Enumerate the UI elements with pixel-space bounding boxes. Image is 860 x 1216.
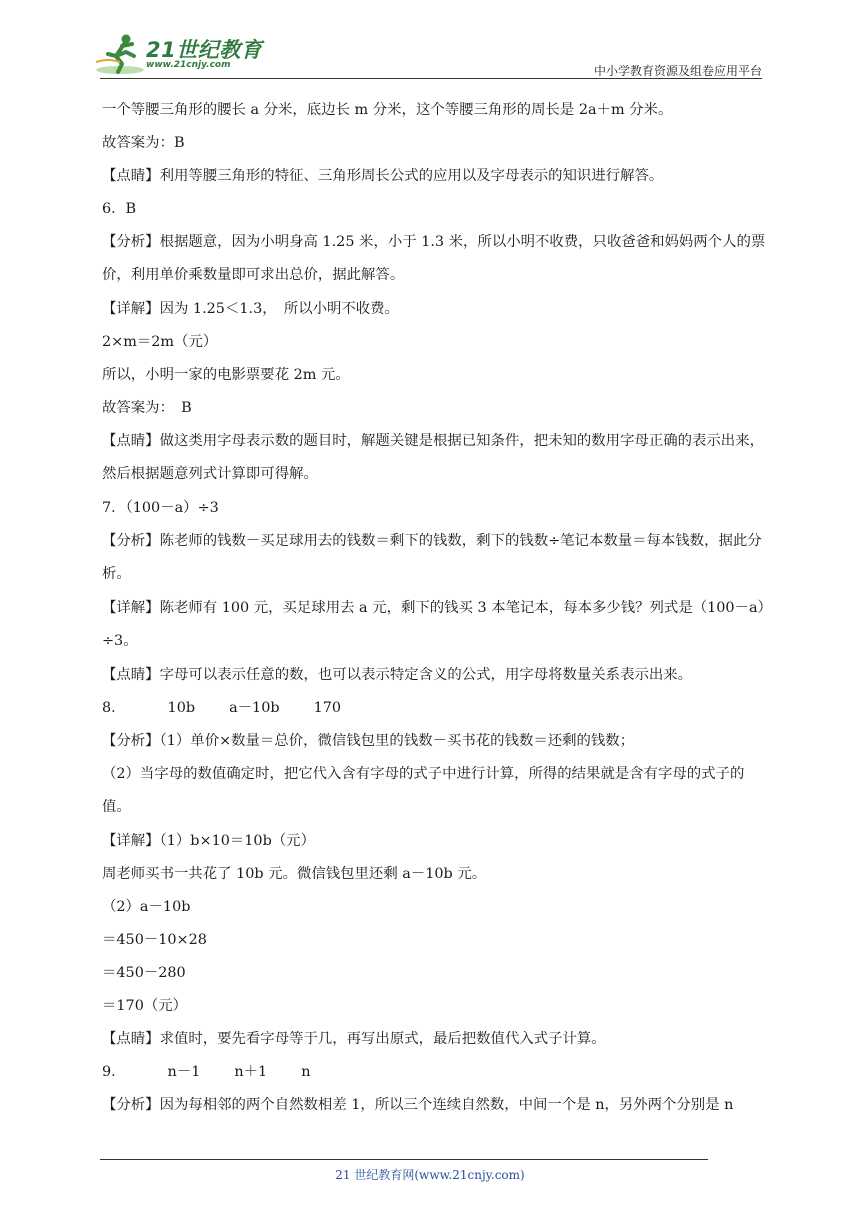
text-paragraph: 【分析】根据题意，因为小明身高 1.25 米，小于 1.3 米，所以小明不收费，只收爸爸和妈妈两个人的票价，利用单价乘数量即可求出总价，据此解答。 [102, 234, 766, 283]
header-divider [100, 78, 762, 79]
logo-url: www.21cnjy.com [146, 60, 231, 70]
text-line: 【分析】因为每相邻的两个自然数相差 1，所以三个连续自然数，中间一个是 n，另外两个分别是 n [102, 1097, 734, 1113]
question-9-answers [102, 1062, 766, 1082]
text-line: 周老师买书一共花了 10b 元。微信钱包里还剩 a－10b 元。 [102, 866, 487, 882]
platform-title: 中小学教育资源及组卷应用平台 [593, 64, 762, 78]
text-line: 一个等腰三角形的腰长 a 分米，底边长 m 分米，这个等腰三角形的周长是 2a＋m 分米。 [102, 102, 673, 118]
answer-value: n [301, 1064, 311, 1080]
question-number: 7．（100－a）÷3 [102, 500, 219, 516]
question-number: 8． [102, 700, 126, 716]
question-number: 9． [102, 1064, 126, 1080]
answer-value: a－10b [229, 700, 280, 716]
text-line: 【详解】因为 1.25＜1.3， 所以小明不收费。 [102, 301, 399, 317]
text-line: 2×m＝2m（元） [102, 334, 218, 350]
page-footer: 21 世纪教育网(www.21cnjy.com) [335, 1168, 525, 1182]
answer-value: n－1 [167, 1064, 201, 1080]
runner-logo-icon [94, 32, 146, 76]
page-header [0, 0, 860, 82]
text-line: 所以，小明一家的电影票要花 2m 元。 [102, 367, 350, 383]
text-paragraph: 【点睛】做这类用字母表示数的题目时，解题关键是根据已知条件，把未知的数用字母正确的表示出来，然后根据题意列式计算即可得解。 [102, 433, 764, 482]
footer-divider [100, 1159, 708, 1160]
text-line: 【点睛】求值时，要先看字母等于几，再写出原式，最后把数值代入式子计算。 [102, 1031, 606, 1047]
question-8-answers [102, 698, 766, 718]
text-line: ＝170（元） [102, 998, 188, 1014]
text-line: 故答案为： B [102, 400, 192, 416]
question-number: 6．B [102, 201, 137, 217]
text-line: 【分析】（1）单价×数量＝总价，微信钱包里的钱数－买书花的钱数＝还剩的钱数； [102, 733, 635, 749]
text-line: （2）a－10b [102, 899, 191, 915]
answer-value: 10b [167, 700, 196, 716]
text-line: 【点睛】字母可以表示任意的数，也可以表示特定含义的公式，用字母将数量关系表示出来。 [102, 667, 693, 683]
logo-text: 21世纪教育 [146, 38, 263, 62]
document-body [102, 100, 766, 1115]
answer-value: n＋1 [234, 1064, 268, 1080]
text-line: 【点睛】利用等腰三角形的特征、三角形周长公式的应用以及字母表示的知识进行解答。 [102, 168, 664, 184]
text-line: ＝450－280 [102, 965, 186, 981]
text-line: 故答案为：B [102, 135, 185, 151]
text-line: 【详解】（1）b×10＝10b（元） [102, 833, 315, 849]
answer-value: 170 [313, 700, 342, 716]
logo [94, 32, 264, 78]
text-line: ＝450－10×28 [102, 932, 207, 948]
text-paragraph: 【详解】陈老师有 100 元，买足球用去 a 元，剩下的钱买 3 本笔记本，每本多少钱？列式是（100－a）÷3。 [102, 600, 765, 649]
text-paragraph: （2）当字母的数值确定时，把它代入含有字母的式子中进行计算，所得的结果就是含有字母的式子的值。 [102, 766, 745, 815]
text-paragraph: 【分析】陈老师的钱数－买足球用去的钱数＝剩下的钱数，剩下的钱数÷笔记本数量＝每本钱数，据此分析。 [102, 533, 762, 582]
